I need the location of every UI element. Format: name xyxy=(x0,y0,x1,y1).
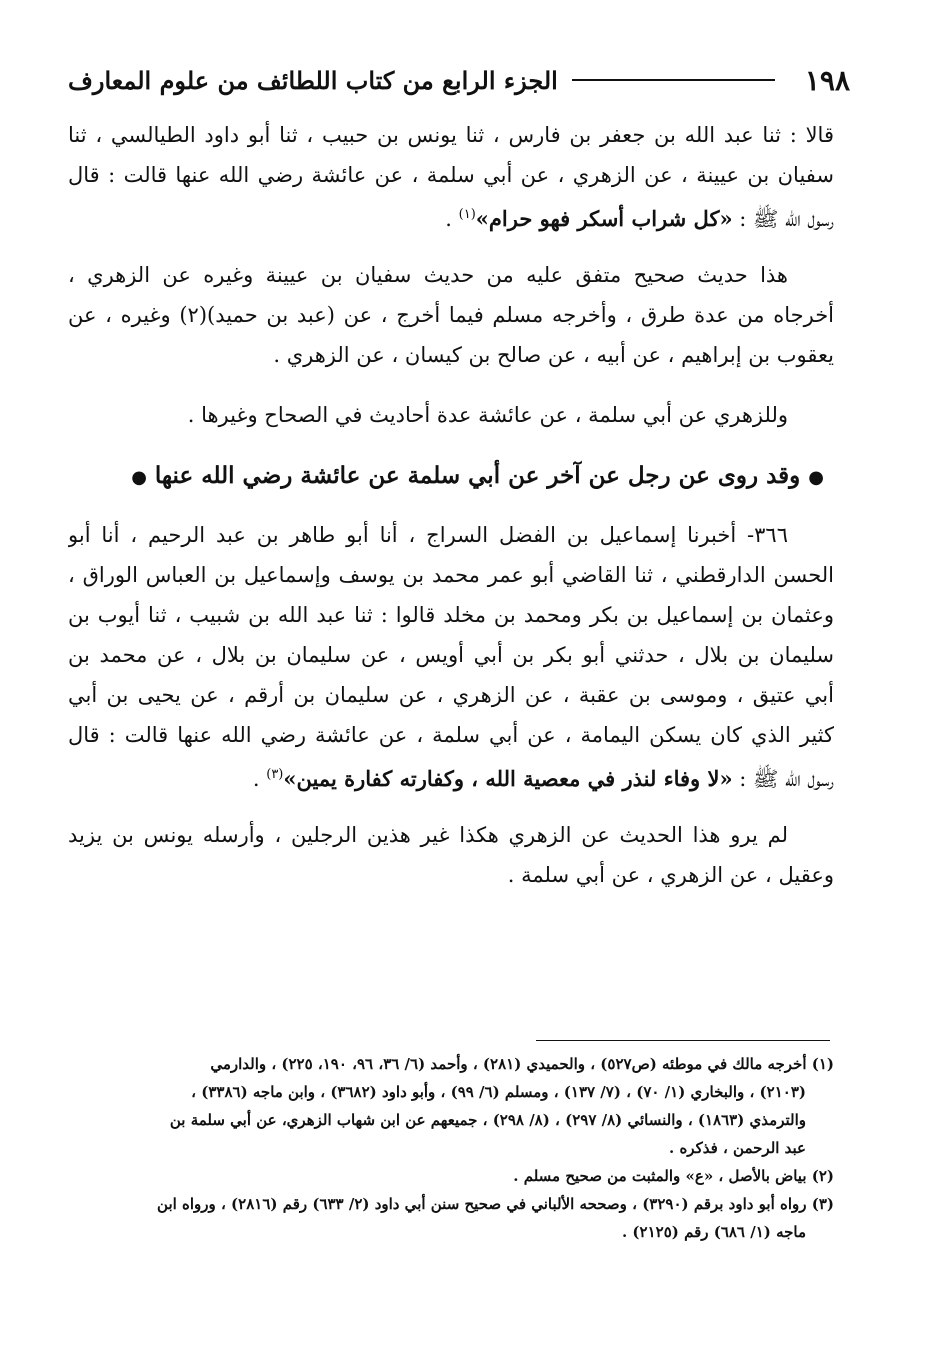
header-title: الجزء الرابع من كتاب اللطائف من علوم المعارف xyxy=(68,65,558,95)
footnote-separator xyxy=(536,1040,830,1041)
page-number: ١٩٨ xyxy=(804,63,850,97)
hadith-quote: «كل شراب أسكر فهو حرام» xyxy=(475,206,733,231)
closing-paragraph xyxy=(68,815,834,895)
text-line: لم يرو هذا الحديث عن الزهري هكذا غير هذين الرجلين ، وأرسله يونس بن يزيد xyxy=(68,823,788,847)
hadith-366 xyxy=(68,515,834,795)
text-line: كثير الذي كان يسكن اليمامة ، عن أبي سلمة ، عن عائشة رضي الله عنها قالت : قال xyxy=(68,723,834,747)
sentence-end: . xyxy=(252,767,260,791)
quote-attribution: رسول الله ﷺ : xyxy=(739,767,834,791)
section-heading xyxy=(68,455,834,497)
running-header xyxy=(68,60,850,100)
text-line: أبي عتيق ، وموسى بن عقبة ، عن الزهري ، عن سليمان بن أرقم ، عن يحيى بن أبي xyxy=(68,683,834,707)
footnote-line: (١) أخرجه مالك في موطئه (ص٥٢٧) ، والحميدي (٢٨١) ، وأحمد (٦/ ٣٦، ٩٦، ١٩٠، ٢٢٥) ، والدارمي xyxy=(210,1055,834,1073)
quote-attribution: رسول الله ﷺ : xyxy=(739,207,834,231)
footnote-ref: (١) xyxy=(458,207,476,222)
bullet-icon: ● xyxy=(131,467,147,488)
text-line xyxy=(68,195,834,235)
footnote-ref: (٣) xyxy=(266,767,284,782)
footnote-line: (٣) رواه أبو داود برقم (٣٢٩٠) ، وصححه الألباني في صحيح سنن أبي داود (٢/ ٦٣٣) رقم (٢٨١٦) ، ورواه ابن xyxy=(157,1195,834,1213)
text-line: ٣٦٦- أخبرنا إسماعيل بن الفضل السراج ، أنا أبو طاهر بن عبد الرحيم ، أنا أبو xyxy=(68,523,788,547)
text-line: هذا حديث صحيح متفق عليه من حديث سفيان بن عيينة وغيره عن الزهري ، xyxy=(68,263,788,287)
text-line: أخرجاه من عدة طرق ، وأخرجه مسلم فيما أخرج ، عن (عبد بن حميد)(٢) وغيره ، عن xyxy=(68,303,834,327)
sentence-end: . xyxy=(445,207,452,231)
section-heading-text: وقد روى عن رجل عن آخر عن أبي سلمة عن عائشة رضي الله عنها xyxy=(154,462,801,489)
bullet-icon: ● xyxy=(808,467,824,488)
text-line: الحسن الدارقطني ، ثنا القاضي أبو عمر محمد بن يوسف وإسماعيل بن العباس الوراق ، xyxy=(68,563,834,587)
header-rule xyxy=(572,79,775,81)
footnote-line: (٢١٠٣) ، والبخاري (١/ ٧٠) ، (٧/ ١٣٧) ، ومسلم (٦/ ٩٩) ، وأبو داود (٣٦٨٢) ، وابن ماجه (٣٣٨٦) ، xyxy=(191,1083,806,1101)
text-line: وعقيل ، عن الزهري ، عن أبي سلمة . xyxy=(507,863,834,887)
paragraph-2 xyxy=(68,255,834,375)
footnotes xyxy=(68,1050,834,1246)
footnote-line: عبد الرحمن ، فذكره . xyxy=(669,1139,806,1157)
text-line: يعقوب بن إبراهيم ، عن أبيه ، عن صالح بن كيسان ، عن الزهري . xyxy=(273,343,834,367)
hadith-quote: «لا وفاء لنذر في معصية الله ، وكفارته كفارة يمين» xyxy=(283,766,733,791)
text-line: سليمان بن بلال ، حدثني أبو بكر بن أبي أويس ، عن سليمان بن بلال ، عن محمد بن xyxy=(68,643,834,667)
footnote-line: ماجه (١/ ٦٨٦) رقم (٢١٢٥) . xyxy=(621,1223,806,1241)
paragraph-1 xyxy=(68,115,834,235)
text-line: وللزهري عن أبي سلمة ، عن عائشة عدة أحاديث في الصحاح وغيرها . xyxy=(187,403,788,427)
footnote-line: والترمذي (١٨٦٣) ، والنسائي (٨/ ٢٩٧) ، (٨/ ٢٩٨) ، جميعهم عن ابن شهاب الزهري، عن أبي سلمة بن xyxy=(169,1111,806,1129)
footnote-line: (٢) بياض بالأصل ، «ع» والمثبت من صحيح مسلم . xyxy=(513,1167,834,1185)
text-line: وعثمان بن إسماعيل بن بكر ومحمد بن مخلد قالوا : ثنا عبد الله بن شبيب ، ثنا أيوب بن xyxy=(68,603,834,627)
text-line: سفيان بن عيينة ، عن الزهري ، عن أبي سلمة ، عن عائشة رضي الله عنها قالت : قال xyxy=(68,163,834,187)
main-text xyxy=(68,115,834,915)
text-line: قالا : ثنا عبد الله بن جعفر بن فارس ، ثنا يونس بن حبيب ، ثنا أبو داود الطيالسي ، ثنا xyxy=(68,123,834,147)
text-line xyxy=(68,755,834,795)
paragraph-3 xyxy=(68,395,834,435)
